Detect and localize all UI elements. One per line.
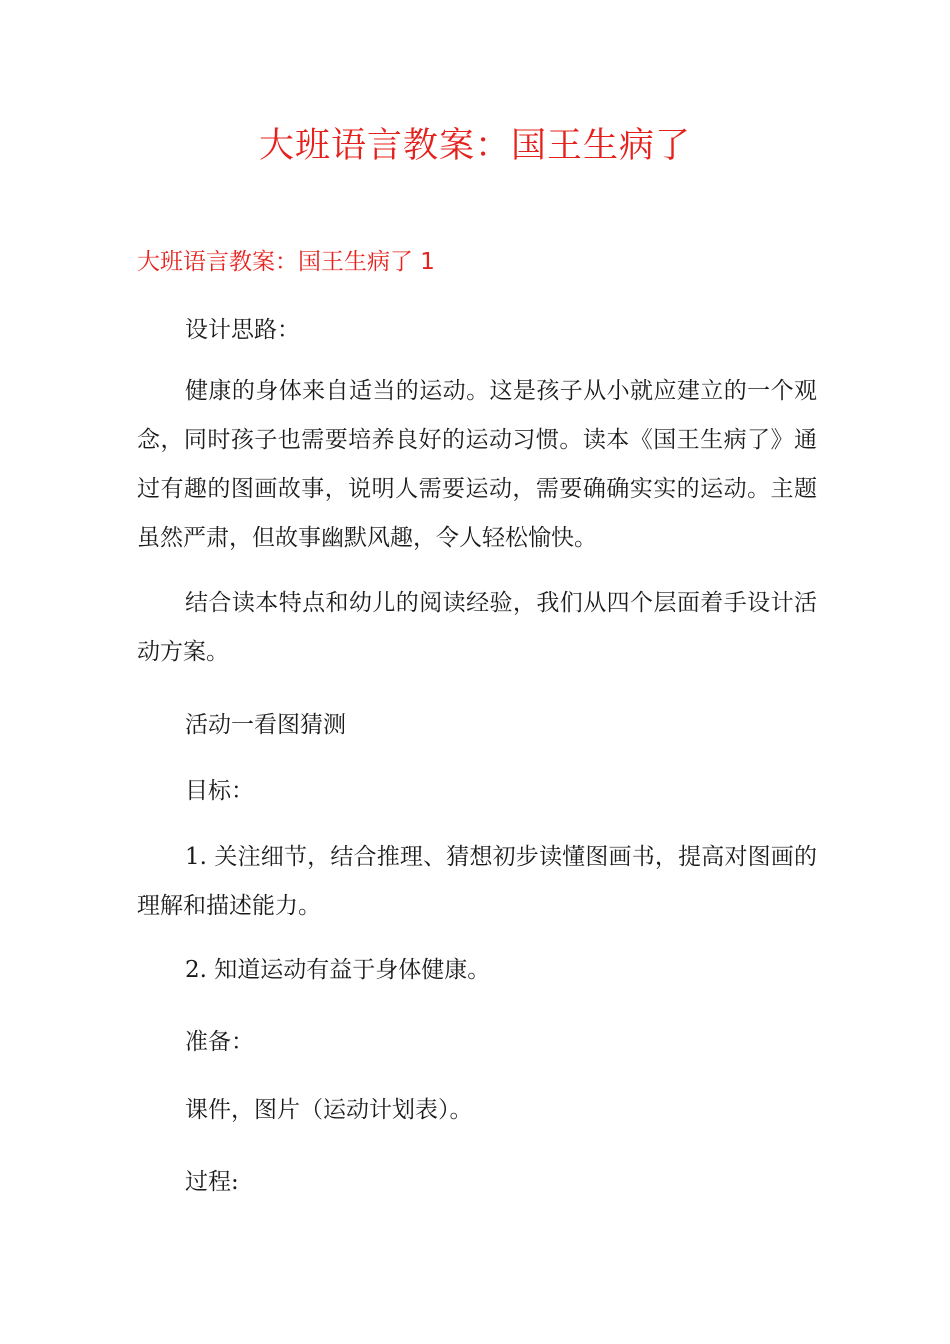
process-label: 过程: [185, 1169, 239, 1195]
section-heading: 大班语言教案：国王生病了 1 [137, 249, 435, 275]
goal-item-1: 1. 关注细节，结合推理、猜想初步读懂图画书，提高对图画的理解和描述能力。 [137, 844, 817, 919]
preparation-body: 课件，图片（运动计划表）。 [185, 1097, 473, 1123]
design-thinking-paragraph-2: 结合读本特点和幼儿的阅读经验，我们从四个层面着手设计活动方案。 [137, 590, 817, 665]
goal-label: 目标： [185, 778, 254, 804]
preparation-label: 准备： [185, 1029, 254, 1055]
document-title: 大班语言教案：国王生病了 [258, 126, 691, 166]
activity-one-heading: 活动一看图猜测 [185, 712, 346, 738]
design-thinking-paragraph-1: 健康的身体来自适当的运动。这是孩子从小就应建立的一个观念，同时孩子也需要培养良好的运动习惯。读本《国王生病了》通过有趣的图画故事，说明人需要运动，需要确确实实的运动。主题虽然严肃，但故事幽默风趣，令人轻松愉快。 [137, 378, 817, 551]
goal-item-2: 2. 知道运动有益于身体健康。 [185, 957, 491, 983]
design-thinking-label: 设计思路： [185, 317, 300, 343]
